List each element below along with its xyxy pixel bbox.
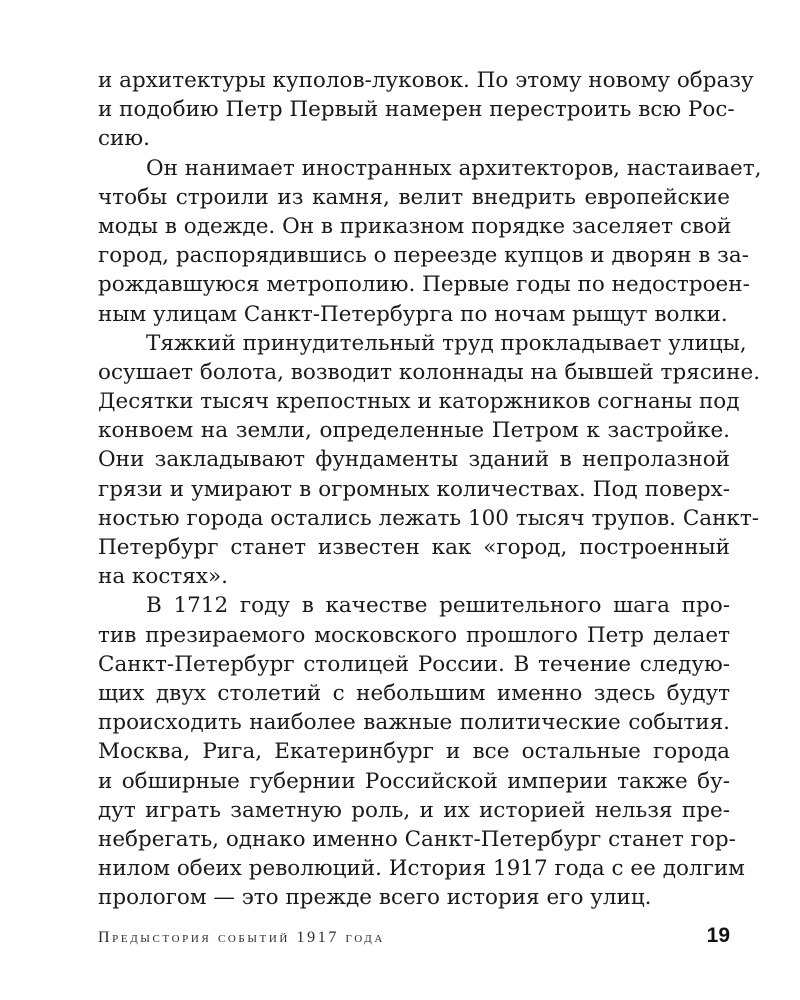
text-line: моды в одежде. Он в приказном порядке заселяет свой xyxy=(98,213,732,239)
page-footer xyxy=(98,924,730,952)
text-line: ным улицам Санкт-Петербурга по ночам рыщут волки. xyxy=(98,301,728,327)
body-text xyxy=(98,66,762,912)
text-line: дут играть заметную роль, и их историей нельзя пре- xyxy=(98,797,730,823)
text-line: Десятки тысяч крепостных и каторжников согнаны под xyxy=(98,389,740,415)
text-line: ностью города остались лежать 100 тысяч трупов. Санкт- xyxy=(98,505,760,531)
text-line: небрегать, однако именно Санкт-Петербург станет гор- xyxy=(98,826,736,852)
text-line: Петербург станет известен как «город, построенный xyxy=(98,535,730,560)
running-head: Предыстория событий 1917 года xyxy=(98,929,385,946)
text-line: и обширные губернии Российской империи также бу- xyxy=(98,768,730,794)
text-line: грязи и умирают в огромных количествах. Под поверх- xyxy=(98,476,730,502)
text-line: Он нанимает иностранных архитекторов, настаивает, xyxy=(146,155,762,181)
text-line: осушает болота, возводит колоннады на бывшей трясине. xyxy=(98,359,761,385)
text-line: город, распорядившись о переезде купцов и дворян в за- xyxy=(98,243,749,269)
page-number: 19 xyxy=(706,924,730,947)
text-line: сию. xyxy=(98,126,150,152)
text-line: на костях». xyxy=(98,564,228,590)
text-line: щих двух столетий с небольшим именно здесь будут xyxy=(98,680,730,706)
text-line: чтобы строили из камня, велит внедрить европейские xyxy=(98,184,730,210)
text-line: Они закладывают фундаменты зданий в непролазной xyxy=(98,447,730,473)
text-line: Тяжкий принудительный труд прокладывает улицы, xyxy=(146,330,747,356)
text-line: нилом обеих революций. История 1917 года с ее долгим xyxy=(98,856,745,882)
text-line: происходить наиболее важные политические события. xyxy=(98,710,730,736)
text-line: конвоем на земли, определенные Петром к застройке. xyxy=(98,418,730,444)
text-line: В 1712 году в качестве решительного шага про- xyxy=(146,593,730,619)
text-line: тив презираемого московского прошлого Петр делает xyxy=(98,622,730,648)
text-line: и архитектуры куполов-луковок. По этому новому образу xyxy=(98,68,754,93)
text-line: Москва, Рига, Екатеринбург и все остальные города xyxy=(98,739,730,765)
text-line: прологом — это прежде всего история его улиц. xyxy=(98,885,652,911)
text-line: и подобию Петр Первый намерен перестроить всю Рос- xyxy=(98,97,735,123)
text-line: рождавшуюся метрополию. Первые годы по недостроен- xyxy=(98,272,750,298)
text-line: Санкт-Петербург столицей России. В течение следую- xyxy=(98,651,730,677)
